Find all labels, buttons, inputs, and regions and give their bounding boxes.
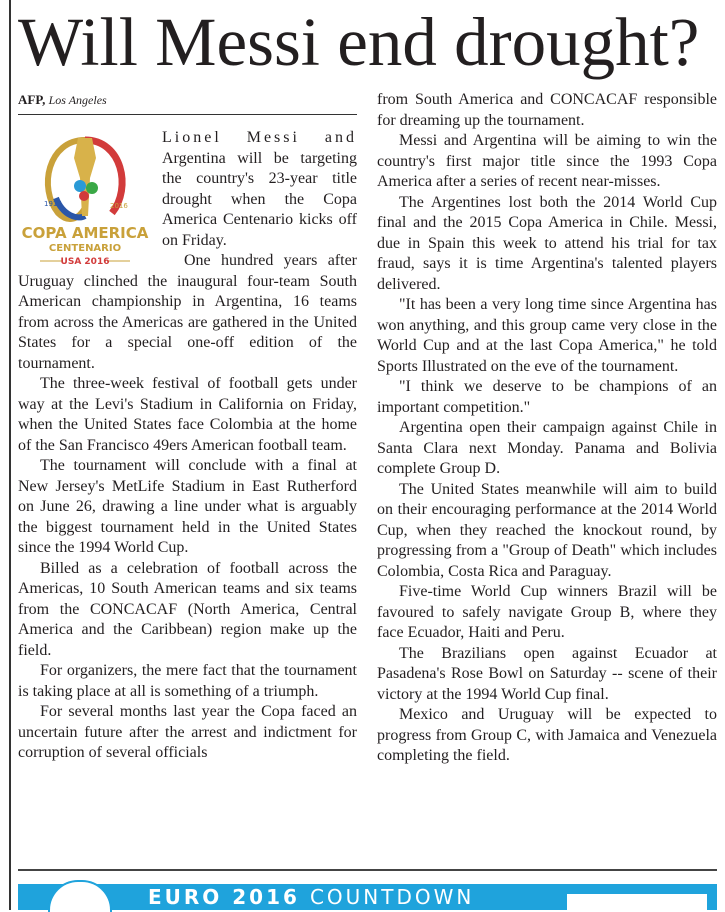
euro-2016-logo [48,880,112,912]
paragraph: The tournament will conclude with a final at New Jersey's MetLife Stadium in East Rutherford on June 26, drawing a line under what is arguably the biggest tournament held in the United States since the 1994 World Cup. [18,457,357,556]
paragraph: Billed as a celebration of football across the Americas, 10 South American teams and six teams from the CONCACAF (North America, Central America and the Caribbean) region make up the field. [18,559,357,659]
paragraph: One hundred years after Uruguay clinched the inaugural four-team South American championship in Argentina, 16 teams from across the Americas are gathered in the United States for a special one-off edition of the tournament. [18,252,357,372]
right-column [377,90,717,767]
logo-text-2: CENTENARIO [48,243,122,254]
paragraph: The three-week festival of football gets under way at the Levi's Stadium in California on Friday, when the United States face Colombia at the home of the San Francisco 49ers American football team. [18,375,357,454]
paragraph: The Argentines lost both the 2014 World Cup final and the 2015 Copa America in Chile. Messi, due in Spain this week to attend his trial for tax fraud, says it is time Argentina's talented players delivered. [377,193,717,293]
paragraph: Mexico and Uruguay will be expected to progress from Group C, with Jamaica and Venezuela completing the field. [377,706,717,764]
countdown-box [567,894,707,910]
paragraph: The Brazilians open against Ecuador at Pasadena's Rose Bowl on Saturday -- scene of their victory at the 1994 World Cup final. [377,644,717,703]
byline-location: Los Angeles [48,93,107,107]
headline: Will Messi end drought? [18,4,700,80]
paragraph: Argentina will be targeting the country's 23-year title drought when the Copa America Centenario kicks off on Friday. [162,149,357,249]
logo-text-3: USA 2016 [60,257,110,266]
banner-subtitle: COUNTDOWN [309,885,475,909]
euro-2016-banner [18,884,717,910]
byline [18,92,357,115]
copa-america-logo [18,128,152,266]
paragraph: Five-time World Cup winners Brazil will be favoured to safely navigate Group B, where they face Ecuador, Haiti and Peru. [377,583,717,641]
paragraph: For several months last year the Copa faced an uncertain future after the arrest and indictment for corruption of several officials [18,703,357,761]
banner-title-main: EURO 2016 [148,885,300,909]
paragraph: Messi and Argentina will be aiming to win the country's first major title since the 1993 Copa America after a series of recent near-misses. [377,132,717,190]
paragraph-continuation: from South America and CONCACAF responsible for dreaming up the tournament. [377,91,717,129]
left-column [18,128,357,764]
logo-text-1: COPA AMERICA [21,224,149,242]
byline-agency: AFP, [18,92,46,107]
lead-text: Lionel Messi and [162,129,357,146]
column-border [9,0,11,910]
paragraph: "I think we deserve to be champions of an important competition." [377,378,717,416]
paragraph: "It has been a very long time since Argentina has won anything, and this group came very close in the World Cup and at the last Copa America," he told Sports Illustrated on the eve of the tournament. [377,296,717,375]
paragraph: For organizers, the mere fact that the tournament is taking place at all is something of a triumph. [18,662,357,700]
logo-year-1916: 1916 [44,200,62,208]
banner-title [148,885,474,909]
paragraph: Argentina open their campaign against Chile in Santa Clara next Monday. Panama and Bolivia complete Group D. [377,419,717,477]
logo-year-2016: 2016 [110,202,128,210]
paragraph: The United States meanwhile will aim to build on their encouraging performance at the 2014 World Cup, when they reached the knockout round, by progressing from a "Group of Death" which includes Colombia, Costa Rica and Paraguay. [377,480,717,580]
section-divider [18,869,717,871]
